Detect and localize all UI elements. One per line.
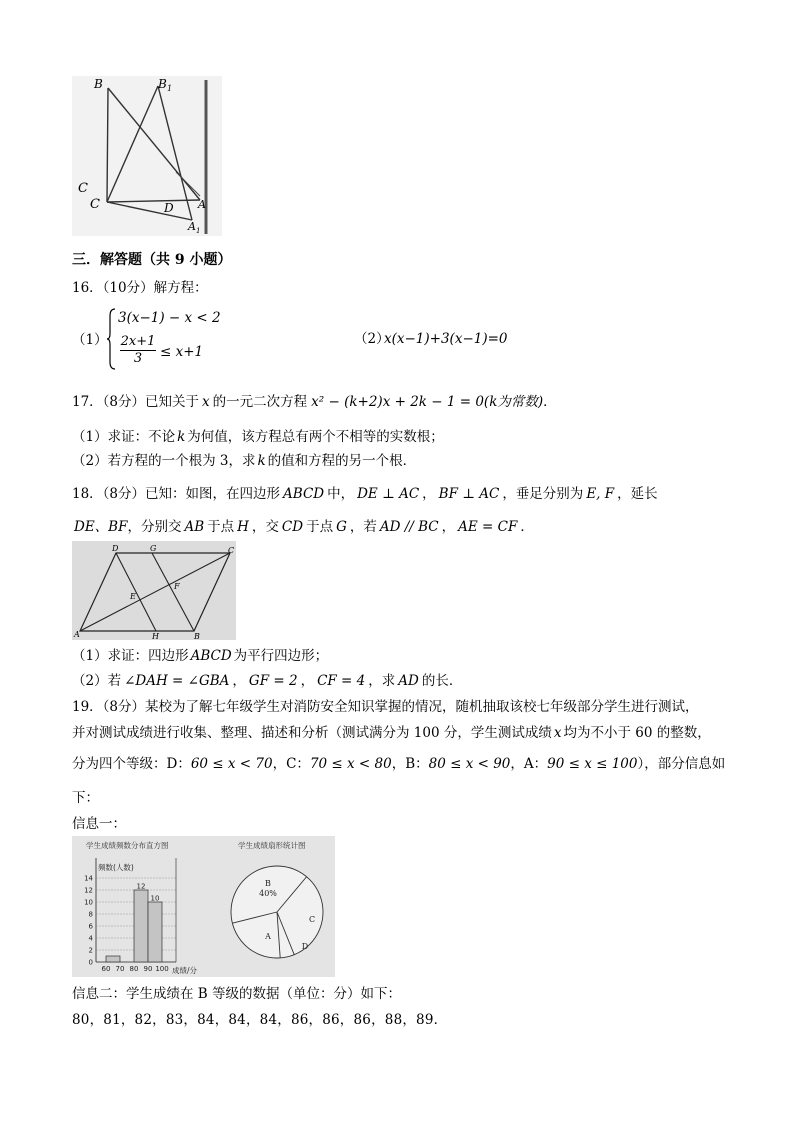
label-A: A xyxy=(198,198,206,211)
y-tick-label: 2 xyxy=(88,946,93,955)
histogram-ylabel: 频数(人数) xyxy=(98,863,134,872)
y-tick-label: 0 xyxy=(88,958,93,967)
q18-sub2: （2）若 ∠DAH = ∠GBA ， GF = 2 ， CF = 4 ，求 AD 的长． xyxy=(72,673,463,689)
statistics-svg xyxy=(72,836,335,977)
q19-line3: 分为四个等级：D：60 ≤ x < 70，C：70 ≤ x < 80，B：80 ≤ x < 90，A：90 ≤ x ≤ 100），部分信息如 xyxy=(72,756,726,772)
fraction-numerator: 2x+1 xyxy=(120,334,156,349)
label-A1: A xyxy=(188,220,196,233)
bar-data-label: 12 xyxy=(136,882,146,891)
y-tick-label: 10 xyxy=(84,898,93,907)
y-tick-label: 14 xyxy=(84,874,93,883)
y-tick-label: 8 xyxy=(88,910,93,919)
x-tick-label: 70 xyxy=(115,965,125,973)
y-tick-label: 12 xyxy=(84,886,93,895)
equation-2: x(x−1)+3(x−1)=0 xyxy=(384,331,508,347)
inequality-1: 3(x−1) − x < 2 xyxy=(118,310,221,326)
inequality-2-rest: ≤ x+1 xyxy=(160,344,204,360)
pie-slice-label-A: A xyxy=(265,932,271,941)
pie-title: 学生成绩扇形统计图 xyxy=(238,841,306,850)
svg-text:A: A xyxy=(74,630,80,639)
label-C2: C xyxy=(90,197,100,212)
svg-text:D: D xyxy=(112,544,119,553)
q19-info1: 信息一： xyxy=(72,816,126,832)
q17-sub2: （2）若方程的一个根为 3，求 k 的值和方程的另一个根． xyxy=(72,453,417,469)
q17-line: 17．（8分）已知关于 x 的一元二次方程 x² − (k+2)x + 2k − 1 = 0(k为常数)． xyxy=(72,394,557,410)
histogram-bar xyxy=(134,890,148,962)
fraction-denominator: 3 xyxy=(133,351,143,366)
svg-text:1: 1 xyxy=(167,84,173,93)
q16-head: 16．（10分）解方程： xyxy=(72,280,208,296)
pie-b-percent: 40% xyxy=(259,889,277,898)
bar-data-label: 10 xyxy=(150,894,160,903)
svg-text:F: F xyxy=(174,582,180,591)
pie-slice-label-C: C xyxy=(308,915,316,924)
label-C1: C xyxy=(78,181,88,196)
figure-rotated-triangles xyxy=(72,76,222,236)
x-tick-label: 90 xyxy=(143,965,153,973)
y-tick-label: 6 xyxy=(88,922,93,931)
q19-info2: 信息二：学生成绩在 B 等级的数据（单位：分）如下： xyxy=(72,986,402,1002)
q17-equation: x² − (k+2)x + 2k − 1 = 0(k为常数) xyxy=(311,394,544,410)
q19-b-data: 80，81，82，83，84，84，84，86，86，86，88，89． xyxy=(72,1012,448,1028)
q18-line1: 18．（8分）已知：如图，在四边形 ABCD 中， DE ⊥ AC ， BF ⊥ AC ，垂足分别为 E, F ，延长 xyxy=(72,486,658,502)
q19-line2: 并对测试成绩进行收集、整理、描述和分析（测试满分为 100 分，学生测试成绩 x 均为不小于 60 的整数， xyxy=(72,725,711,741)
q19-line4: 下： xyxy=(72,790,99,806)
label-B: B xyxy=(94,77,103,91)
histogram-bar xyxy=(106,956,120,962)
y-tick-label: 4 xyxy=(88,934,93,943)
x-tick-label: 100 xyxy=(155,965,169,973)
q16-part1-label: （1） xyxy=(72,332,108,348)
histogram-xlabel: 成绩/分 xyxy=(172,966,198,975)
q16-part2-label: （2） xyxy=(354,331,390,347)
q18-line2: DE、BF，分别交 AB 于点 H ，交 CD 于点 G ，若 AD // BC ， AE = CF ． xyxy=(74,519,534,535)
statistics-figure xyxy=(72,836,335,977)
figure-parallelogram xyxy=(72,541,236,640)
svg-text:C: C xyxy=(228,546,235,555)
histogram-title: 学生成绩频数分布直方图 xyxy=(86,841,169,850)
q17-sub1: （1）求证：不论 k 为何值，该方程总有两个不相等的实数根； xyxy=(72,429,444,445)
svg-text:B: B xyxy=(194,632,200,640)
svg-text:E: E xyxy=(130,592,136,601)
q19-line1: 19．（8分）某校为了解七年级学生对消防安全知识掌握的情况，随机抽取该校七年级部分学生进行测试， xyxy=(72,699,699,715)
pie-slice-label-D: D xyxy=(301,942,309,951)
inequality-2-fraction xyxy=(118,334,158,367)
section-title: 三．解答题（共 9 小题） xyxy=(72,252,232,268)
system-brace xyxy=(106,308,116,370)
label-D: D xyxy=(164,201,174,215)
q18-sub1: （1）求证：四边形 ABCD 为平行四边形； xyxy=(72,648,329,664)
x-tick-label: 60 xyxy=(101,965,111,973)
svg-text:G: G xyxy=(150,544,157,553)
pie-slice-label-B: B xyxy=(265,879,271,888)
label-B1: B xyxy=(158,77,167,91)
x-tick-label: 80 xyxy=(129,965,139,973)
triangles-svg xyxy=(72,76,222,236)
svg-text:1: 1 xyxy=(196,227,201,235)
svg-text:H: H xyxy=(152,632,159,640)
histogram-bar xyxy=(148,902,162,962)
